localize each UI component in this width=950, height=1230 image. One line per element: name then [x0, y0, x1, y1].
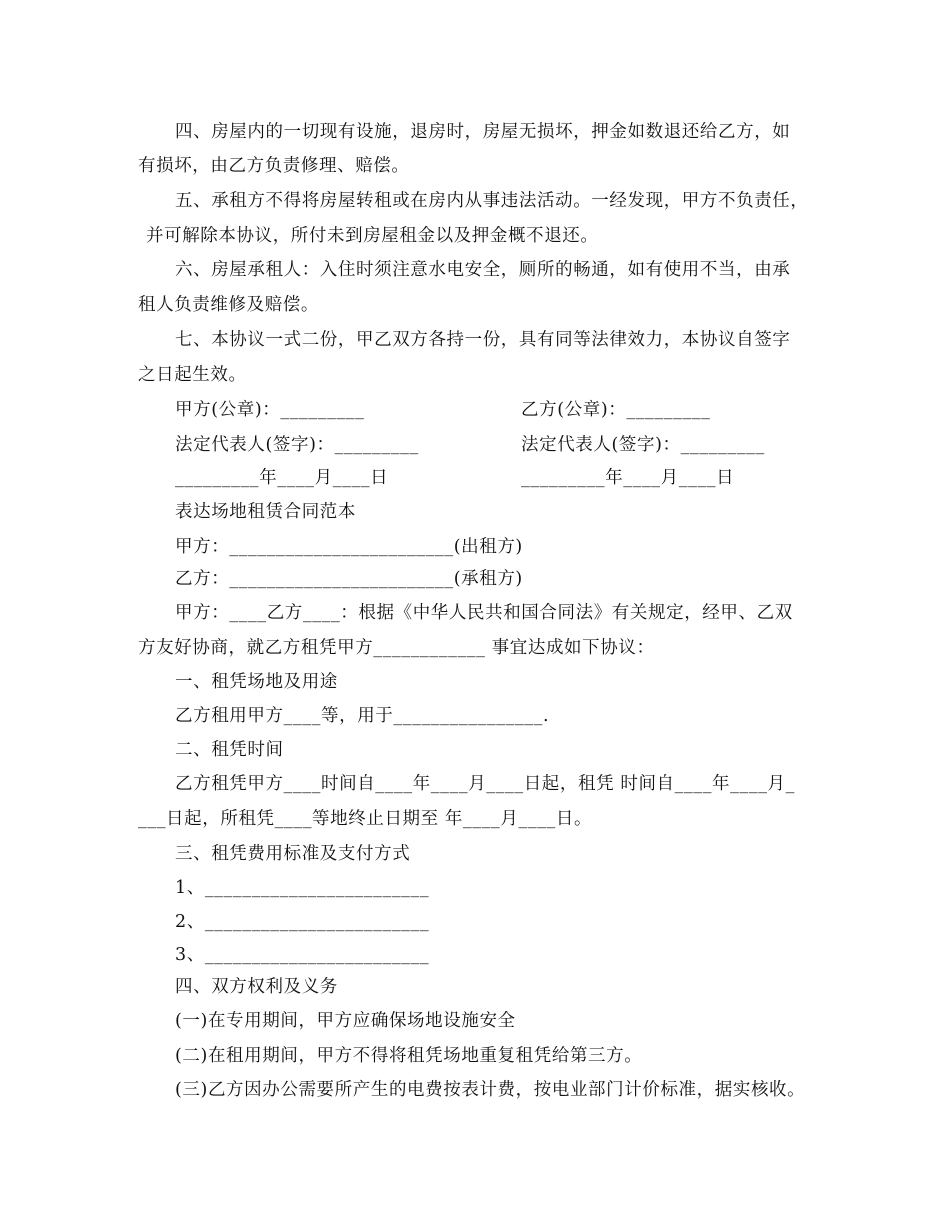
text-line: 3、________________________ — [175, 945, 430, 965]
text-line: 乙方租用甲方____等，用于________________. — [175, 706, 550, 726]
text-line: 二、租凭时间 — [175, 740, 284, 760]
party-a-date-line: _________年____月____日 — [175, 468, 389, 488]
text-line: 1、________________________ — [175, 878, 430, 898]
text-line: 一、租凭场地及用途 — [175, 672, 338, 692]
text-line: 乙方租凭甲方____时间自____年____月____日起，租凭 时间自____年____月_ — [175, 774, 796, 794]
text-line: 2、________________________ — [175, 912, 430, 932]
text-line: 甲方：____乙方____：根据《中华人民共和国合同法》有关规定，经甲、乙双 — [175, 603, 793, 623]
text-line: (一)在专用期间，甲方应确保场地设施安全 — [175, 1011, 516, 1031]
text-line: ___日起，所租凭____等地终止日期至 年____月____日。 — [138, 809, 593, 829]
text-line: 四、双方权利及义务 — [175, 977, 338, 997]
text-line: 甲方：________________________(出租方) — [175, 537, 523, 557]
text-line: 并可解除本协议，所付未到房屋租金以及押金概不退还。 — [146, 226, 599, 246]
party-b-representative-line: 法定代表人(签字)：_________ — [521, 435, 765, 455]
section-title: 表达场地租赁合同范本 — [175, 502, 356, 522]
text-line: 方友好协商，就乙方租凭甲方____________ 事宜达成如下协议： — [138, 638, 655, 658]
party-a-representative-line: 法定代表人(签字)：_________ — [175, 435, 419, 455]
text-line: (二)在租用期间，甲方不得将租凭场地重复租凭给第三方。 — [175, 1046, 643, 1066]
text-line: 乙方：________________________(承租方) — [175, 569, 523, 589]
text-line: 六、房屋承租人：入住时须注意水电安全，厕所的畅通，如有使用不当，由承 — [175, 260, 791, 280]
text-line: 三、租凭费用标准及支付方式 — [175, 844, 411, 864]
party-a-seal-line: 甲方(公章)：_________ — [175, 400, 365, 420]
text-line: 租人负责维修及赔偿。 — [138, 295, 319, 315]
text-line: (三)乙方因办公需要所产生的电费按表计费，按电业部门计价标准，据实核收。 — [175, 1080, 806, 1100]
text-line: 五、承租方不得将房屋转租或在房内从事违法活动。一经发现，甲方不负责任， — [175, 191, 809, 211]
text-line: 有损坏，由乙方负责修理、赔偿。 — [138, 156, 410, 176]
party-b-date-line: _________年____月____日 — [521, 468, 735, 488]
text-line: 四、房屋内的一切现有设施，退房时，房屋无损坏，押金如数退还给乙方，如 — [175, 122, 791, 142]
text-line: 之日起生效。 — [138, 365, 247, 385]
text-line: 七、本协议一式二份，甲乙双方各持一份，具有同等法律效力，本协议自签字 — [175, 330, 791, 350]
party-b-seal-line: 乙方(公章)：_________ — [521, 400, 711, 420]
